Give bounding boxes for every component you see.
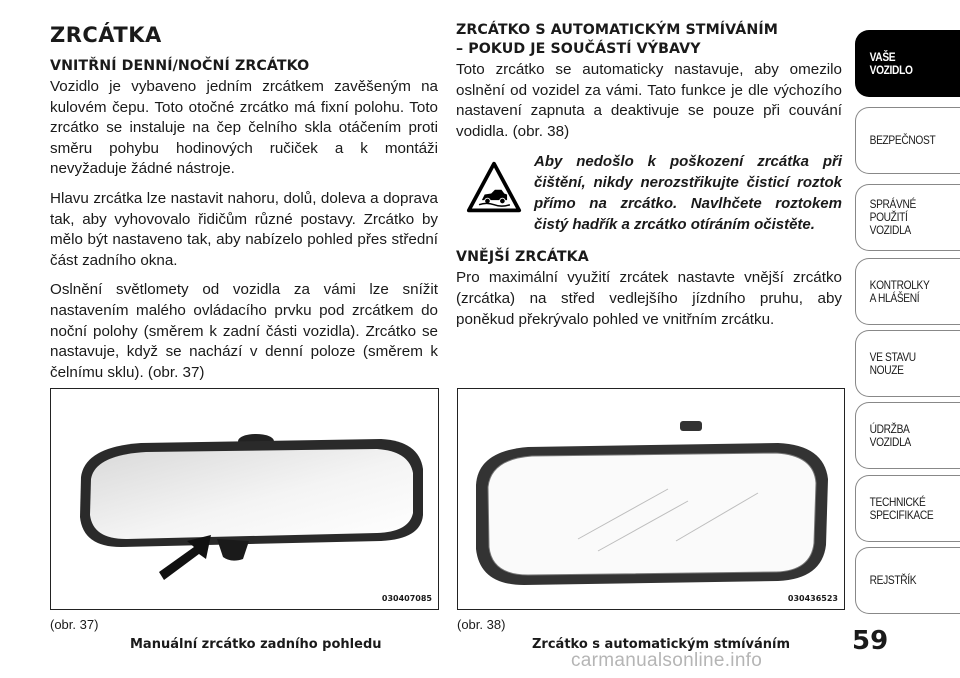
tab-udrzba[interactable]	[855, 402, 960, 469]
tab-label: ÚDRŽBA VOZIDLA	[869, 421, 911, 449]
warning-box	[456, 151, 842, 235]
tab-kontrolky[interactable]	[855, 258, 960, 325]
tab-vase-vozidlo[interactable]	[855, 30, 960, 97]
right-column	[456, 22, 842, 339]
tab-bezpecnost[interactable]	[855, 107, 960, 174]
left-column	[50, 22, 438, 392]
section-heading-line2: – POKUD JE SOUČÁSTÍ VÝBAVY	[456, 41, 701, 57]
paragraph: Oslnění světlomety od vozidla za vámi lze snížit nastavením malého ovládacího prvku pod zrcátkem do noční polohy (směrem k zadní části vozidla). Zrcátko se nastavuje, když se nachází v denní poloze (směrem k čelnímu sklu). (obr. 37)	[50, 281, 438, 381]
tab-label: VE STAVU NOUZE	[869, 349, 916, 377]
figure-caption: Zrcátko s automatickým stmíváním	[532, 637, 791, 652]
section-heading-line1: ZRCÁTKO S AUTOMATICKÝM STMÍVÁNÍM	[456, 22, 778, 38]
paragraph: Toto zrcátko se automaticky nastavuje, aby omezilo oslnění od vozidel za vámi. Tato funkce je dle výchozího nastavení zapnuta a deaktivuje se pouze při couvání vodidla. (obr. 38)	[456, 61, 842, 140]
tab-label: SPRÁVNÉ POUŽITÍ VOZIDLA	[869, 197, 916, 237]
chapter-tabs	[855, 30, 960, 610]
figure-manual-mirror	[50, 388, 439, 610]
tab-spravne-pouziti[interactable]	[855, 184, 960, 251]
tab-label: BEZPEČNOST	[869, 133, 936, 147]
tab-ve-stavu-nouze[interactable]	[855, 330, 960, 397]
tab-label: KONTROLKY A HLÁŠENÍ	[869, 277, 930, 305]
figure-caption: Manuální zrcátko zadního pohledu	[130, 637, 382, 652]
section-title: ZRCÁTKA	[50, 23, 162, 47]
figure-code: 030407085	[381, 594, 432, 603]
section-subtitle: VNĚJŠÍ ZRCÁTKA	[456, 249, 589, 266]
figure-ref: (obr. 38)	[457, 617, 506, 632]
auto-dimming-mirror-illustration	[458, 389, 844, 608]
tab-label: TECHNICKÉ SPECIFIKACE	[869, 494, 934, 522]
figure-code: 030436523	[787, 594, 838, 603]
tab-rejstrik[interactable]	[855, 547, 960, 614]
paragraph: Vozidlo je vybaveno jedním zrcátkem zavěšeným na kulovém čepu. Toto otočné zrcátko má fixní polohu. Toto zrcátko se instaluje na čep čelního skla otáčením proti směru pohybu hodinových ručiček a k montáži nevyžaduje žádné nástroje.	[50, 78, 438, 178]
paragraph: Hlavu zrcátka lze nastavit nahoru, dolů, doleva a doprava tak, aby vyhovovalo řidičům různé postavy. Zrcátko by mělo být nastaveno tak, aby nabízelo pohled přes střední část zadního okna.	[50, 189, 438, 269]
tab-label: VAŠE VOZIDLO	[869, 49, 913, 77]
paragraph: Pro maximální využití zrcátek nastavte vnější zrcátko (zrcátka) na střed vedlejšího jízdního pruhu, aby poněkud překrývalo pohled ve vnitřním zrcátku.	[456, 269, 842, 328]
page-number: 59	[852, 626, 889, 656]
figure-ref: (obr. 37)	[50, 617, 99, 632]
section-subtitle: VNITŘNÍ DENNÍ/NOČNÍ ZRCÁTKO	[50, 58, 310, 74]
warning-triangle-icon	[466, 159, 522, 215]
tab-label: REJSTŘÍK	[869, 573, 917, 587]
manual-mirror-illustration	[51, 389, 438, 608]
tab-technicke-specifikace[interactable]	[855, 475, 960, 542]
watermark: carmanualsonline.info	[571, 650, 763, 671]
figure-auto-dimming-mirror	[457, 388, 845, 610]
warning-text: Aby nedošlo k poškození zrcátka při čištění, nikdy nerozstřikujte čisticí roztok přímo na zrcátko. Navlhčete roztokem čistý hadřík a zrcátko otíráním očistěte.	[534, 153, 842, 234]
